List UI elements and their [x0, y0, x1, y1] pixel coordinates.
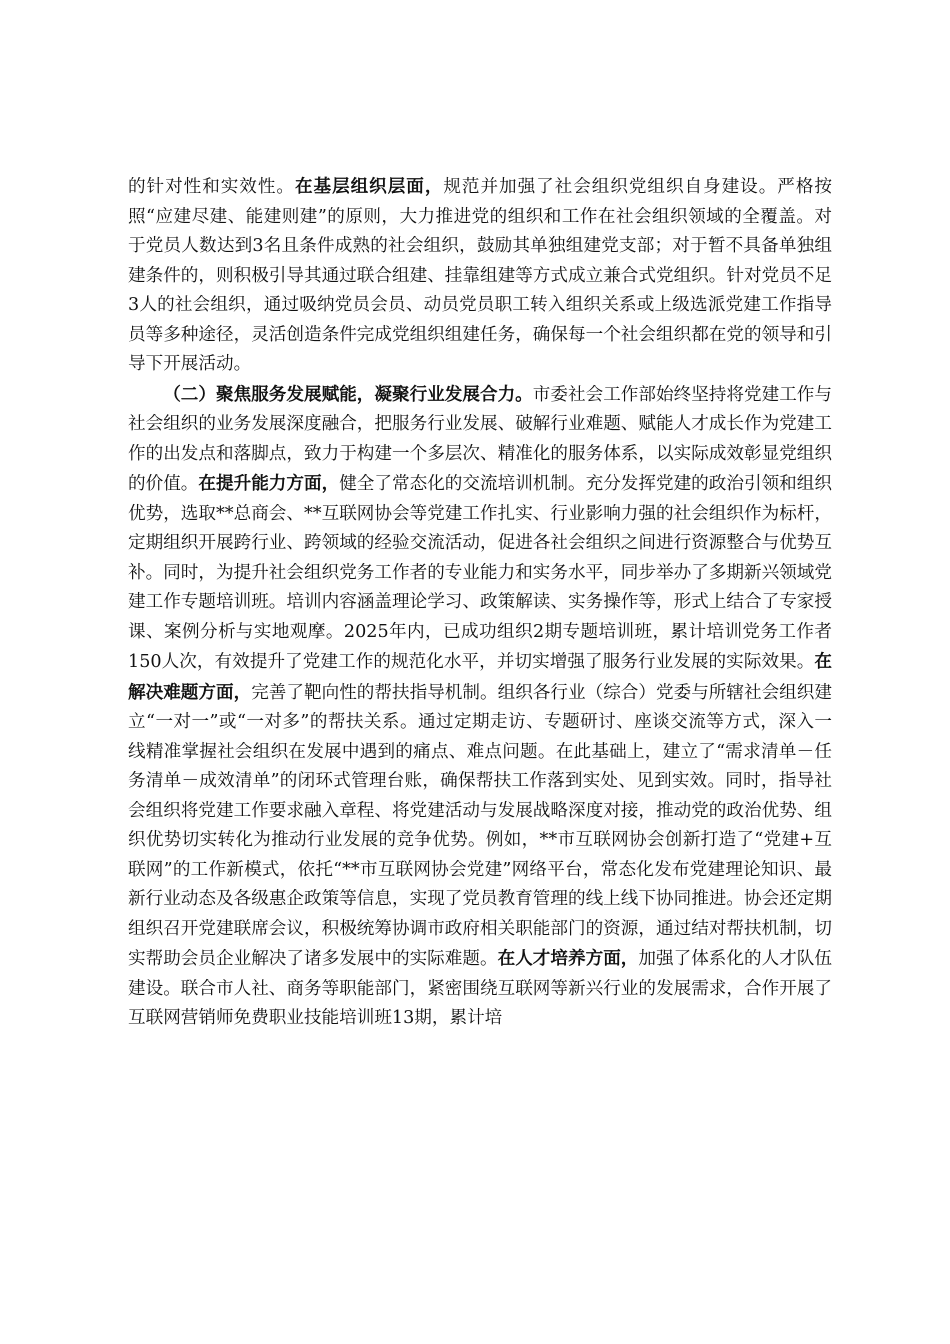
paragraph-2-text-2: 健全了常态化的交流培训机制。充分发挥党建的政治引领和组织优势，选取**总商会、**互联网协会等党建工作扎实、行业影响力强的社会组织作为标杆，定期组织开展跨行业、跨领域的经验交流活动，促进各社会组织之间进行资源整合与优势互补。同时，为提升社会组织党务工作者的专业能力和实务水平，同步举办了多期新兴领域党建工作专题培训班。培训内容涵盖理论学习、政策解读、实务操作等，形式上结合了专家授课、案例分析与实地观摩。2025年内，已成功组织2期专题培训班，累计培训党务工作者150人次，有效提升了党建工作的规范化水平，并切实增强了服务行业发展的实际效果。 [128, 474, 832, 672]
paragraph-1 [128, 172, 832, 380]
paragraph-2-heading-problems: 在解决难题方面， [128, 651, 832, 703]
paragraph-2-heading-talent: 在人才培养方面， [497, 948, 639, 969]
section-heading-2: （二）聚焦服务发展赋能，凝聚行业发展合力。 [163, 383, 533, 405]
paragraph-2-text-4: 加强了体系化的人才队伍建设。联合市人社、商务等职能部门，紧密围绕互联网等新兴行业的发展需求，合作开展了互联网营销师免费职业技能培训班13期，累计培 [128, 949, 832, 1028]
paragraph-2-text-3: 完善了靶向性的帮扶指导机制。组织各行业（综合）党委与所辖社会组织建立“一对一”或“一对多”的帮扶关系。通过定期走访、专题研讨、座谈交流等方式，深入一线精准掌握社会组织在发展中遇到的痛点、难点问题。在此基础上，建立了“需求清单－任务清单－成效清单”的闭环式管理台账，确保帮扶工作落到实处、见到实效。同时，指导社会组织将党建工作要求融入章程、将党建活动与发展战略深度对接，推动党的政治优势、组织优势切实转化为推动行业发展的竞争优势。例如，**市互联网协会创新打造了“党建+互联网”的工作新模式，依托“**市互联网协会党建”网络平台，常态化发布党建理论知识、最新行业动态及各级惠企政策等信息，实现了党员教育管理的线上线下协同推进。协会还定期组织召开党建联席会议，积极统筹协调市政府相关职能部门的资源，通过结对帮扶机制，切实帮助会员企业解决了诸多发展中的实际难题。 [128, 682, 832, 969]
paragraph-1-heading-grassroots: 在基层组织层面， [294, 176, 444, 197]
paragraph-1-text-1: 的针对性和实效性。 [128, 177, 295, 197]
paragraph-2-text-1: 市委社会工作部始终坚持将党建工作与社会组织的业务发展深度融合，把服务行业发展、破解行业难题、赋能人才成长作为党建工作的出发点和落脚点，致力于构建一个多层次、精准化的服务体系，以实际成效彰显党组织的价值。 [128, 384, 832, 494]
paragraph-1-text-2: 规范并加强了社会组织党组织自身建设。严格按照“应建尽建、能建则建”的原则，大力推进党的组织和工作在社会组织领域的全覆盖。对于党员人数达到3名且条件成熟的社会组织，鼓励其单独组建党支部；对于暂不具备单独组建条件的，则积极引导其通过联合组建、挂靠组建等方式成立兼合式党组织。针对党员不足3人的社会组织，通过吸纳党员会员、动员党员职工转入组织关系或上级选派党建工作指导员等多种途径，灵活创造条件完成党组织组建任务，确保每一个社会组织都在党的领导和引导下开展活动。 [128, 177, 832, 374]
paragraph-2 [128, 380, 832, 1034]
paragraph-2-heading-capability: 在提升能力方面， [198, 473, 340, 494]
document-body [128, 172, 832, 1034]
